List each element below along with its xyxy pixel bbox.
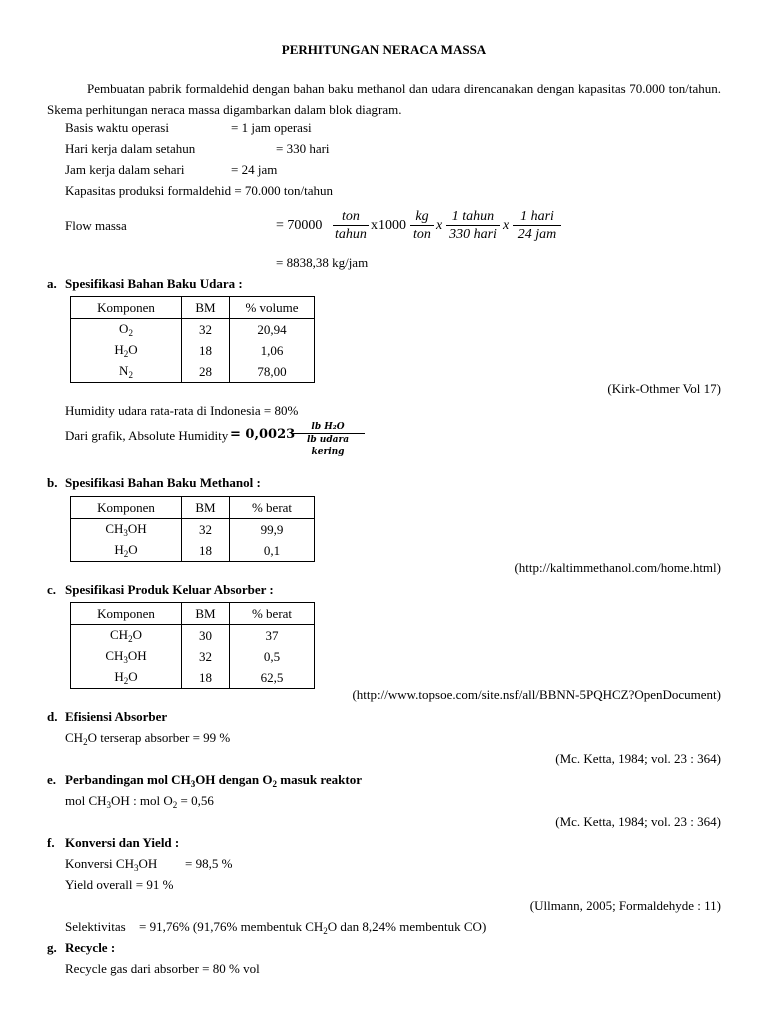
section-g-heading: Recycle : bbox=[65, 940, 116, 955]
cell-volume: 20,94 bbox=[230, 319, 315, 341]
section-a-letter: a. bbox=[47, 276, 57, 291]
cell-komponen: $H_2O$ bbox=[71, 667, 182, 689]
fraction-hari-jam bbox=[513, 208, 561, 244]
section-d-letter: d. bbox=[47, 709, 58, 724]
flow-x-1: x bbox=[436, 218, 443, 233]
hari-kerja-label: Hari kerja dalam setahun bbox=[65, 141, 196, 156]
fraction-numerator: ton bbox=[333, 208, 369, 226]
section-d-heading: Efisiensi Absorber bbox=[65, 709, 168, 724]
cell-komponen: $O_2$ bbox=[71, 319, 182, 341]
flow-eq-start: = 70000 bbox=[276, 218, 323, 233]
cell-komponen: $H_2O$ bbox=[71, 340, 182, 361]
col-header-berat: % berat bbox=[230, 497, 315, 519]
section-c-letter: c. bbox=[47, 582, 57, 597]
col-header-komponen: Komponen bbox=[71, 497, 182, 519]
unit-denominator: lb udara kering bbox=[306, 435, 350, 457]
col-header-berat: % berat bbox=[230, 603, 315, 625]
jam-kerja-label: Jam kerja dalam sehari bbox=[65, 162, 185, 177]
col-header-komponen: Komponen bbox=[71, 603, 182, 625]
fraction-denominator: 24 jam bbox=[517, 227, 557, 242]
unit-numerator: lb H₂O bbox=[291, 421, 365, 434]
fraction-numerator: 1 hari bbox=[513, 208, 561, 226]
cell-berat: 0,5 bbox=[230, 646, 315, 667]
table-row bbox=[71, 646, 315, 667]
cell-volume: 78,00 bbox=[230, 361, 315, 383]
section-b-letter: b. bbox=[47, 475, 58, 490]
basis-waktu-value: = 1 jam operasi bbox=[231, 120, 312, 135]
section-c-heading: Spesifikasi Produk Keluar Absorber : bbox=[65, 582, 274, 597]
table-produk-absorber bbox=[70, 602, 315, 689]
section-g-letter: g. bbox=[47, 940, 57, 955]
section-b-heading: Spesifikasi Bahan Baku Methanol : bbox=[65, 475, 261, 490]
reference-kaltim-methanol: (http://kaltimmethanol.com/home.html) bbox=[514, 560, 721, 575]
cell-bm: 18 bbox=[182, 667, 230, 689]
table-row bbox=[71, 361, 315, 383]
col-header-bm: BM bbox=[182, 497, 230, 519]
cell-berat: 62,5 bbox=[230, 667, 315, 689]
cell-bm: 28 bbox=[182, 361, 230, 383]
cell-bm: 18 bbox=[182, 340, 230, 361]
ch2o-terserap-line: $CH_2O$ terserap absorber = 99 % bbox=[65, 730, 231, 747]
cell-bm: 18 bbox=[182, 540, 230, 562]
mol-ratio-line: mol $CH_3OH$ : mol $O_2 = 0,56$ bbox=[65, 793, 214, 810]
flow-x-2: x bbox=[503, 218, 510, 233]
reference-kirk-othmer: (Kirk-Othmer Vol 17) bbox=[607, 381, 721, 396]
intro-paragraph: Pembuatan pabrik formaldehid dengan bahan baku methanol dan udara direncanakan dengan kapasitas 70.000 ton/tahun. Skema perhitungan neraca massa digambarkan dalam blok diagram. bbox=[47, 81, 721, 117]
cell-bm: 32 bbox=[182, 319, 230, 341]
table-row bbox=[71, 319, 315, 341]
absolute-humidity-value: = 0,0023 bbox=[230, 427, 296, 442]
cell-volume: 1,06 bbox=[230, 340, 315, 361]
table-row bbox=[71, 519, 315, 541]
section-a-heading: Spesifikasi Bahan Baku Udara : bbox=[65, 276, 243, 291]
absolute-humidity-label: Dari grafik, Absolute Humidity bbox=[65, 428, 229, 443]
basis-waktu-label: Basis waktu operasi bbox=[65, 120, 169, 135]
table-row bbox=[71, 625, 315, 647]
yield-line: Yield overall = 91 % bbox=[65, 877, 174, 892]
cell-komponen: $CH_2O$ bbox=[71, 625, 182, 647]
col-header-volume: % volume bbox=[230, 297, 315, 319]
section-f-heading: Konversi dan Yield : bbox=[65, 835, 180, 850]
reference-ullmann: (Ullmann, 2005; Formaldehyde : 11) bbox=[529, 898, 721, 913]
fraction-kg-ton bbox=[410, 208, 434, 244]
cell-berat: 37 bbox=[230, 625, 315, 647]
cell-bm: 30 bbox=[182, 625, 230, 647]
selektivitas-value: = 91,76% (91,76% membentuk $CH_2O$ dan 8,24% membentuk CO) bbox=[139, 919, 487, 936]
table-row bbox=[71, 667, 315, 689]
hari-kerja-value: = 330 hari bbox=[276, 141, 330, 156]
humidity-line: Humidity udara rata-rata di Indonesia = 80% bbox=[65, 403, 299, 418]
table-udara bbox=[70, 296, 315, 383]
cell-berat: 0,1 bbox=[230, 540, 315, 562]
absolute-humidity-unit bbox=[291, 421, 365, 458]
reference-topsoe: (http://www.topsoe.com/site.nsf/all/BBNN-5PQHCZ?OpenDocument) bbox=[352, 687, 721, 702]
fraction-ton-tahun bbox=[333, 208, 369, 244]
col-header-bm: BM bbox=[182, 297, 230, 319]
jam-kerja-value: = 24 jam bbox=[231, 162, 278, 177]
cell-komponen: $H_2O$ bbox=[71, 540, 182, 562]
recycle-line: Recycle gas dari absorber = 80 % vol bbox=[65, 961, 260, 976]
fraction-numerator: kg bbox=[410, 208, 434, 226]
table-row bbox=[71, 340, 315, 361]
fraction-denominator: 330 hari bbox=[449, 227, 497, 242]
cell-bm: 32 bbox=[182, 646, 230, 667]
page-title: PERHITUNGAN NERACA MASSA bbox=[281, 42, 487, 57]
flow-x1000: x1000 bbox=[371, 218, 406, 233]
section-f-letter: f. bbox=[47, 835, 55, 850]
fraction-denominator: tahun bbox=[335, 227, 367, 242]
cell-berat: 99,9 bbox=[230, 519, 315, 541]
fraction-denominator: ton bbox=[413, 227, 431, 242]
cell-komponen: $CH_3OH$ bbox=[71, 646, 182, 667]
konversi-value: = 98,5 % bbox=[185, 856, 233, 871]
reference-mcketta-1: (Mc. Ketta, 1984; vol. 23 : 364) bbox=[555, 751, 721, 766]
table-methanol bbox=[70, 496, 315, 562]
cell-komponen: $CH_3OH$ bbox=[71, 519, 182, 541]
fraction-tahun-hari bbox=[446, 208, 500, 244]
reference-mcketta-2: (Mc. Ketta, 1984; vol. 23 : 364) bbox=[555, 814, 721, 829]
flow-massa-label: Flow massa bbox=[65, 218, 127, 233]
table-row bbox=[71, 540, 315, 562]
col-header-komponen: Komponen bbox=[71, 297, 182, 319]
konversi-label: Konversi $CH_3OH$ bbox=[65, 856, 158, 873]
fraction-numerator: 1 tahun bbox=[446, 208, 500, 226]
col-header-bm: BM bbox=[182, 603, 230, 625]
selektivitas-label: Selektivitas bbox=[65, 919, 126, 934]
kapasitas-line: Kapasitas produksi formaldehid = 70.000 ton/tahun bbox=[65, 183, 334, 198]
cell-bm: 32 bbox=[182, 519, 230, 541]
section-e-letter: e. bbox=[47, 772, 57, 787]
cell-komponen: $N_2$ bbox=[71, 361, 182, 383]
section-e-heading: Perbandingan mol $CH_3OH$ dengan $O_2$ masuk reaktor bbox=[65, 772, 362, 789]
flow-result: = 8838,38 kg/jam bbox=[276, 255, 369, 270]
